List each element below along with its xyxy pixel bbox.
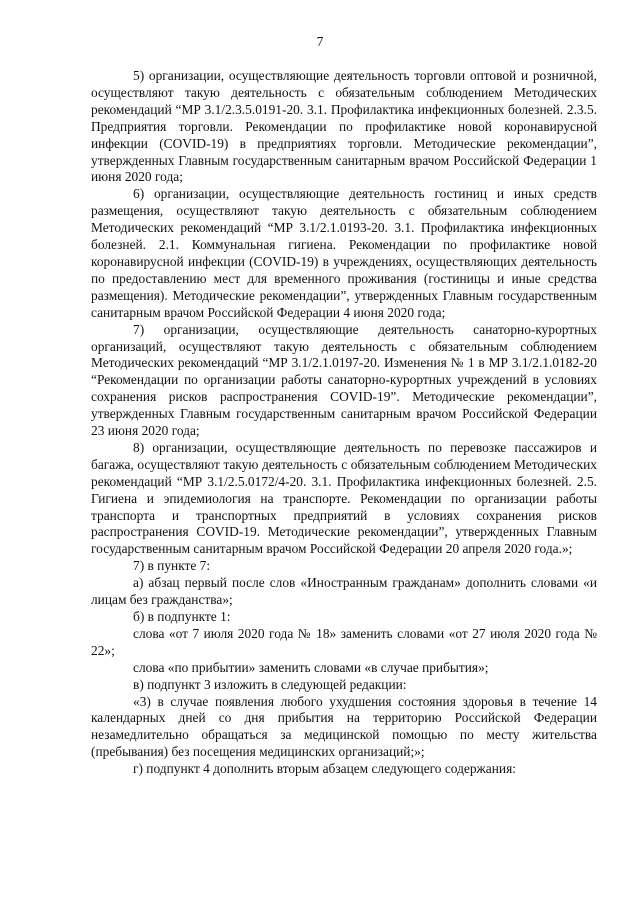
- paragraph-item-5: 5) организации, осуществляющие деятельность торговли оптовой и розничной, осуществляют такую деятельность с обязательным соблюдением Методических рекомендаций “МР 3.1/2.3.5.0191-20. 3.1. Профилактика инфекционных болезней. 2.3.5. Предприятия торговли. Рекомендации по профилактике новой коронавирусной инфекции (COVID-19) в предприятиях торговли. Методические рекомендации”, утвержденных Главным государственным санитарным врачом Российской Федерации 1 июня 2020 года;: [91, 68, 597, 185]
- page-number: 7: [316, 34, 324, 49]
- paragraph-replace-arrival: слова «по прибытии» заменить словами «в случае прибытия»;: [133, 659, 489, 675]
- paragraph-subitem-g: г) подпункт 4 дополнить вторым абзацем следующего содержания:: [133, 761, 516, 777]
- paragraph-item-6: 6) организации, осуществляющие деятельность гостиниц и иных средств размещения, осуществляют такую деятельность с обязательным соблюдением Методических рекомендаций “МР 3.1/2.1.0193-20. 3.1. Профилактика инфекционных болезней. 2.1. Коммунальная гигиена. Рекомендации по профилактике новой коронавирусной инфекции (COVID-19) в учреждениях, осуществляющих деятельность по предоставлению мест для временного проживания (гостиницы и иные средства размещения). Методические рекомендации”, утвержденных Главным государственным санитарным врачом Российской Федерации 4 июня 2020 года;: [91, 186, 597, 320]
- paragraph-subitem-v: в) подпункт 3 изложить в следующей редакции:: [133, 676, 407, 692]
- paragraph-subitem-b: б) в подпункте 1:: [133, 609, 231, 624]
- paragraph-new-subpoint-3: «3) в случае появления любого ухудшения состояния здоровья в течение 14 календарных дней со дня прибытия на территорию Российской Федерации незамедлительно обращаться за медицинской помощью по месту жительства (пребывания) без посещения медицинских организаций;»;: [91, 693, 597, 760]
- paragraph-replace-date: слова «от 7 июля 2020 года № 18» заменить словами «от 27 июля 2020 года № 22»;: [91, 625, 597, 658]
- paragraph-item-8: 8) организации, осуществляющие деятельность по перевозке пассажиров и багажа, осуществляют такую деятельность с обязательным соблюдением Методических рекомендаций “МР 3.1/2.5.0172/4-20. 3.1. Профилактика инфекционных болезней. 2.5. Гигиена и эпидемиология на транспорте. Рекомендации по организации работы транспорта и транспортных предприятий в условиях сохранения рисков распространения COVID-19. Методические рекомендации”, утвержденных Главным государственным санитарным врачом Российской Федерации 20 апреля 2020 года.»;: [91, 439, 597, 557]
- paragraph-item-7: 7) организации, осуществляющие деятельность санаторно-курортных организаций, осуществляют такую деятельность с обязательным соблюдением Методических рекомендаций “МР 3.1/2.1.0197-20. Изменения № 1 в МР 3.1/2.1.0182-20 “Рекомендации по организации работы санаторно-курортных учреждений в условиях сохранения рисков распространения COVID-19”. Методические рекомендации”, утвержденных Главным государственным санитарным врачом Российской Федерации 23 июня 2020 года;: [91, 321, 597, 439]
- document-body: [91, 68, 597, 778]
- paragraph-subitem-a: а) абзац первый после слов «Иностранным гражданам» дополнить словами «и лицам без гражданства»;: [91, 575, 597, 608]
- paragraph-point-7: 7) в пункте 7:: [133, 558, 211, 574]
